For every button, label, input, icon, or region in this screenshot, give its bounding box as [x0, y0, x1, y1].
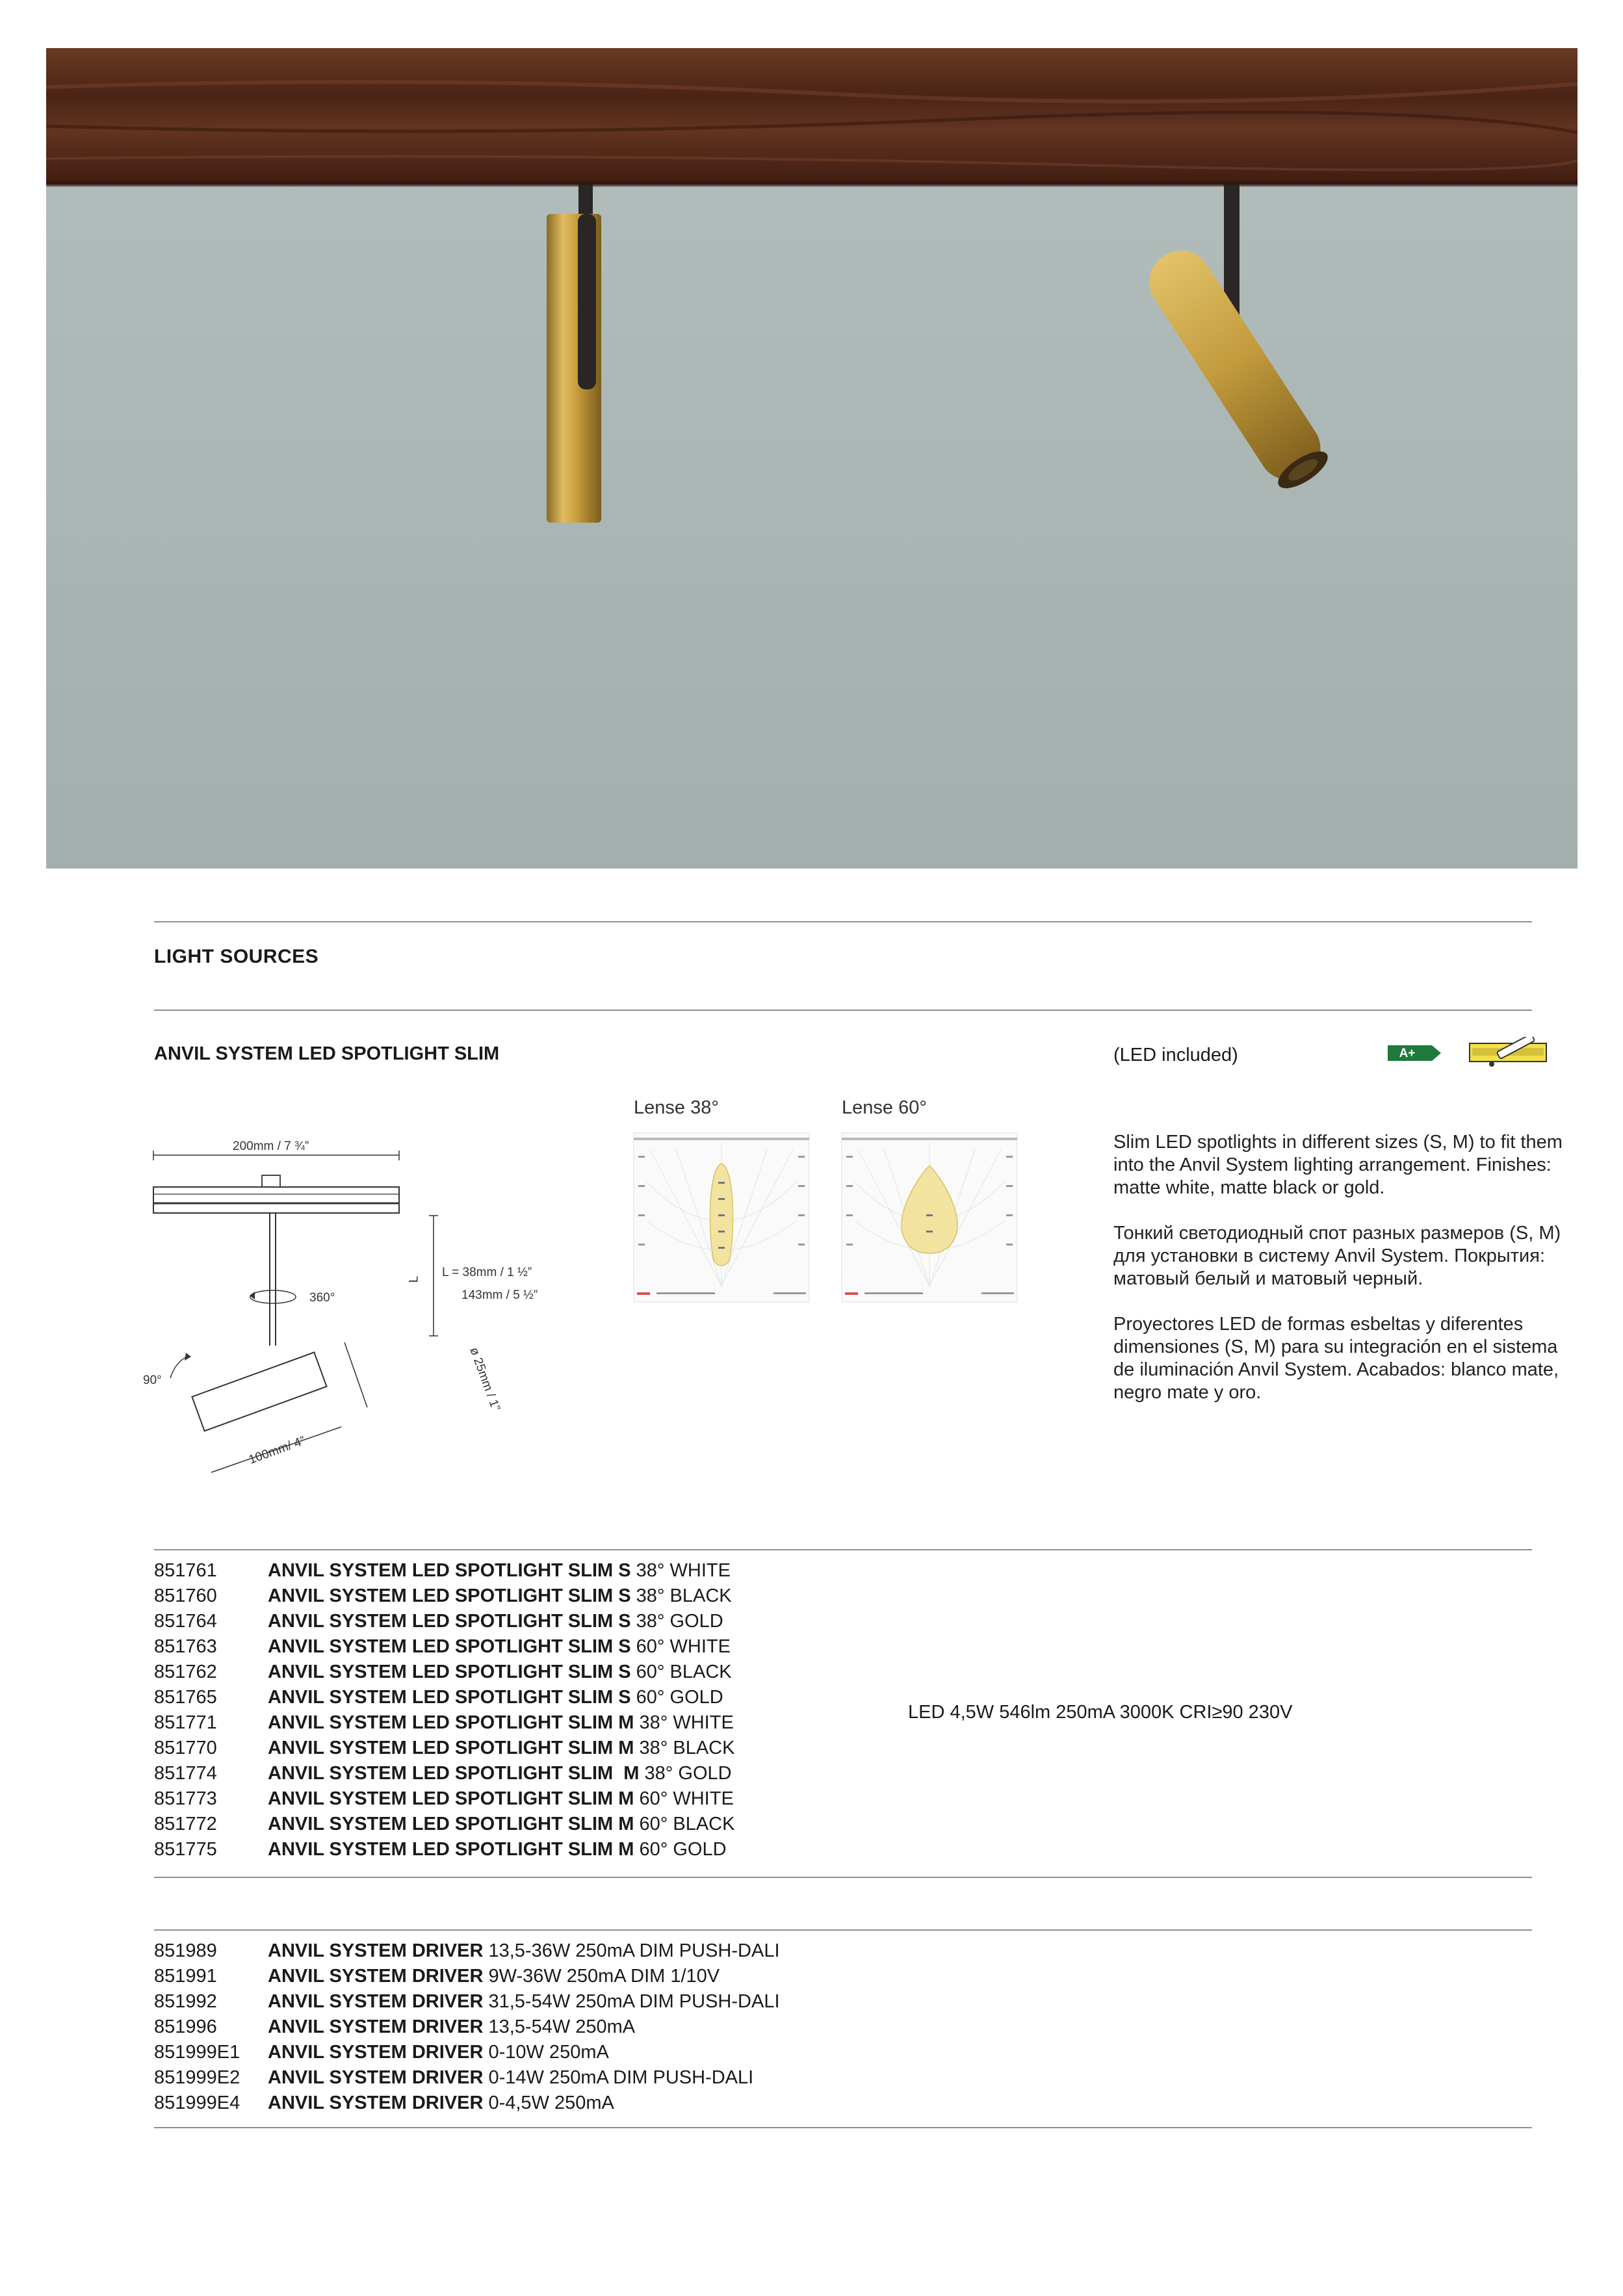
lens-60-diagram	[838, 1130, 1020, 1305]
lens-60-label: Lense 60°	[842, 1097, 927, 1118]
table-row: 851761 ANVIL SYSTEM LED SPOTLIGHT SLIM S 38° WHITE	[154, 1560, 731, 1581]
track-profile	[153, 1187, 399, 1213]
table-row: 851762 ANVIL SYSTEM LED SPOTLIGHT SLIM S 60° BLACK	[154, 1662, 732, 1682]
description-ru: Тонкий светодиодный спот разных размеров (S, M) для установки в систему Anvil System. Покрытия: матовый белый и матовый черный.	[1113, 1223, 1561, 1289]
energy-label-badge	[1388, 1045, 1441, 1061]
divider-spotlight-table-top	[154, 1549, 1532, 1550]
table-row: 851764 ANVIL SYSTEM LED SPOTLIGHT SLIM S 38° GOLD	[154, 1611, 723, 1632]
table-row: 851771 ANVIL SYSTEM LED SPOTLIGHT SLIM M 38° WHITE	[154, 1712, 734, 1733]
divider-driver-table-top	[154, 1929, 1532, 1931]
table-row: 851760 ANVIL SYSTEM LED SPOTLIGHT SLIM S 38° BLACK	[154, 1585, 732, 1606]
dim-diameter: ø 25mm / 1”	[467, 1346, 503, 1413]
product-descriptions	[1113, 1131, 1581, 1427]
dim-length-label: L	[407, 1275, 421, 1283]
dim-head-length: 100mm/ 4”	[247, 1433, 307, 1467]
table-row: 851989 ANVIL SYSTEM DRIVER 13,5-36W 250mA DIM PUSH-DALI	[154, 1940, 780, 1961]
divider-driver-table-bottom	[154, 2127, 1532, 2128]
table-row: 851765 ANVIL SYSTEM LED SPOTLIGHT SLIM S 60° GOLD	[154, 1687, 723, 1708]
dim-length-m: 143mm / 5 ½”	[461, 1288, 538, 1302]
table-row: 851770 ANVIL SYSTEM LED SPOTLIGHT SLIM M 38° BLACK	[154, 1738, 735, 1758]
hero-illustration	[46, 48, 1578, 868]
divider-section	[154, 1010, 1532, 1011]
table-row: 851763 ANVIL SYSTEM LED SPOTLIGHT SLIM S 60° WHITE	[154, 1636, 731, 1657]
section-title: LIGHT SOURCES	[154, 946, 319, 967]
tilt-arrow-icon	[170, 1357, 187, 1378]
table-row: 851991 ANVIL SYSTEM DRIVER 9W-36W 250mA DIM 1/10V	[154, 1966, 720, 1987]
lens-38-label: Lense 38°	[634, 1097, 719, 1118]
divider-spotlight-table-bottom	[154, 1877, 1532, 1878]
dim-tilt: 90°	[143, 1374, 162, 1387]
table-row: 851774 ANVIL SYSTEM LED SPOTLIGHT SLIM M 38° GOLD	[154, 1763, 732, 1784]
lens-38-diagram	[630, 1130, 812, 1305]
led-spot-icon	[1466, 1037, 1550, 1073]
dim-width: 200mm / 7 ¾”	[233, 1140, 309, 1153]
description-en: Slim LED spotlights in different sizes (S, M) to fit them into the Anvil System lighting arrangement. Finishes: matte white, matte black or gold.	[1113, 1132, 1563, 1198]
spotlight-spec: LED 4,5W 546lm 250mA 3000K CRI≥90 230V	[908, 1702, 1293, 1723]
table-row: 851772 ANVIL SYSTEM LED SPOTLIGHT SLIM M 60° BLACK	[154, 1814, 735, 1834]
product-title: ANVIL SYSTEM LED SPOTLIGHT SLIM	[154, 1043, 500, 1064]
description-es: Proyectores LED de formas esbeltas y diferentes dimensiones (S, M) para su integración en el sistema de iluminación Anvil System. Acabados: blanco mate, negro mate y oro.	[1113, 1314, 1559, 1403]
table-row: 851996 ANVIL SYSTEM DRIVER 13,5-54W 250mA	[154, 2016, 636, 2037]
dim-length-s: L = 38mm / 1 ½”	[442, 1266, 532, 1279]
dim-rotation: 360°	[309, 1291, 335, 1305]
table-row: 851775 ANVIL SYSTEM LED SPOTLIGHT SLIM M 60° GOLD	[154, 1839, 727, 1860]
rotation-arrow-icon	[250, 1290, 296, 1303]
table-row: 851999E2 ANVIL SYSTEM DRIVER 0-14W 250mA DIM PUSH-DALI	[154, 2067, 754, 2088]
spot-head	[192, 1352, 326, 1431]
table-row: 851999E4 ANVIL SYSTEM DRIVER 0-4,5W 250mA	[154, 2093, 614, 2113]
technical-drawing	[143, 1121, 598, 1485]
led-included-note: (LED included)	[1113, 1045, 1238, 1065]
energy-label-text: A+	[1399, 1047, 1416, 1060]
table-row: 851992 ANVIL SYSTEM DRIVER 31,5-54W 250mA DIM PUSH-DALI	[154, 1991, 780, 2012]
table-row: 851999E1 ANVIL SYSTEM DRIVER 0-10W 250mA	[154, 2042, 609, 2063]
table-row: 851773 ANVIL SYSTEM LED SPOTLIGHT SLIM M 60° WHITE	[154, 1788, 734, 1809]
hero-photo	[46, 48, 1578, 868]
divider-top	[154, 921, 1532, 922]
